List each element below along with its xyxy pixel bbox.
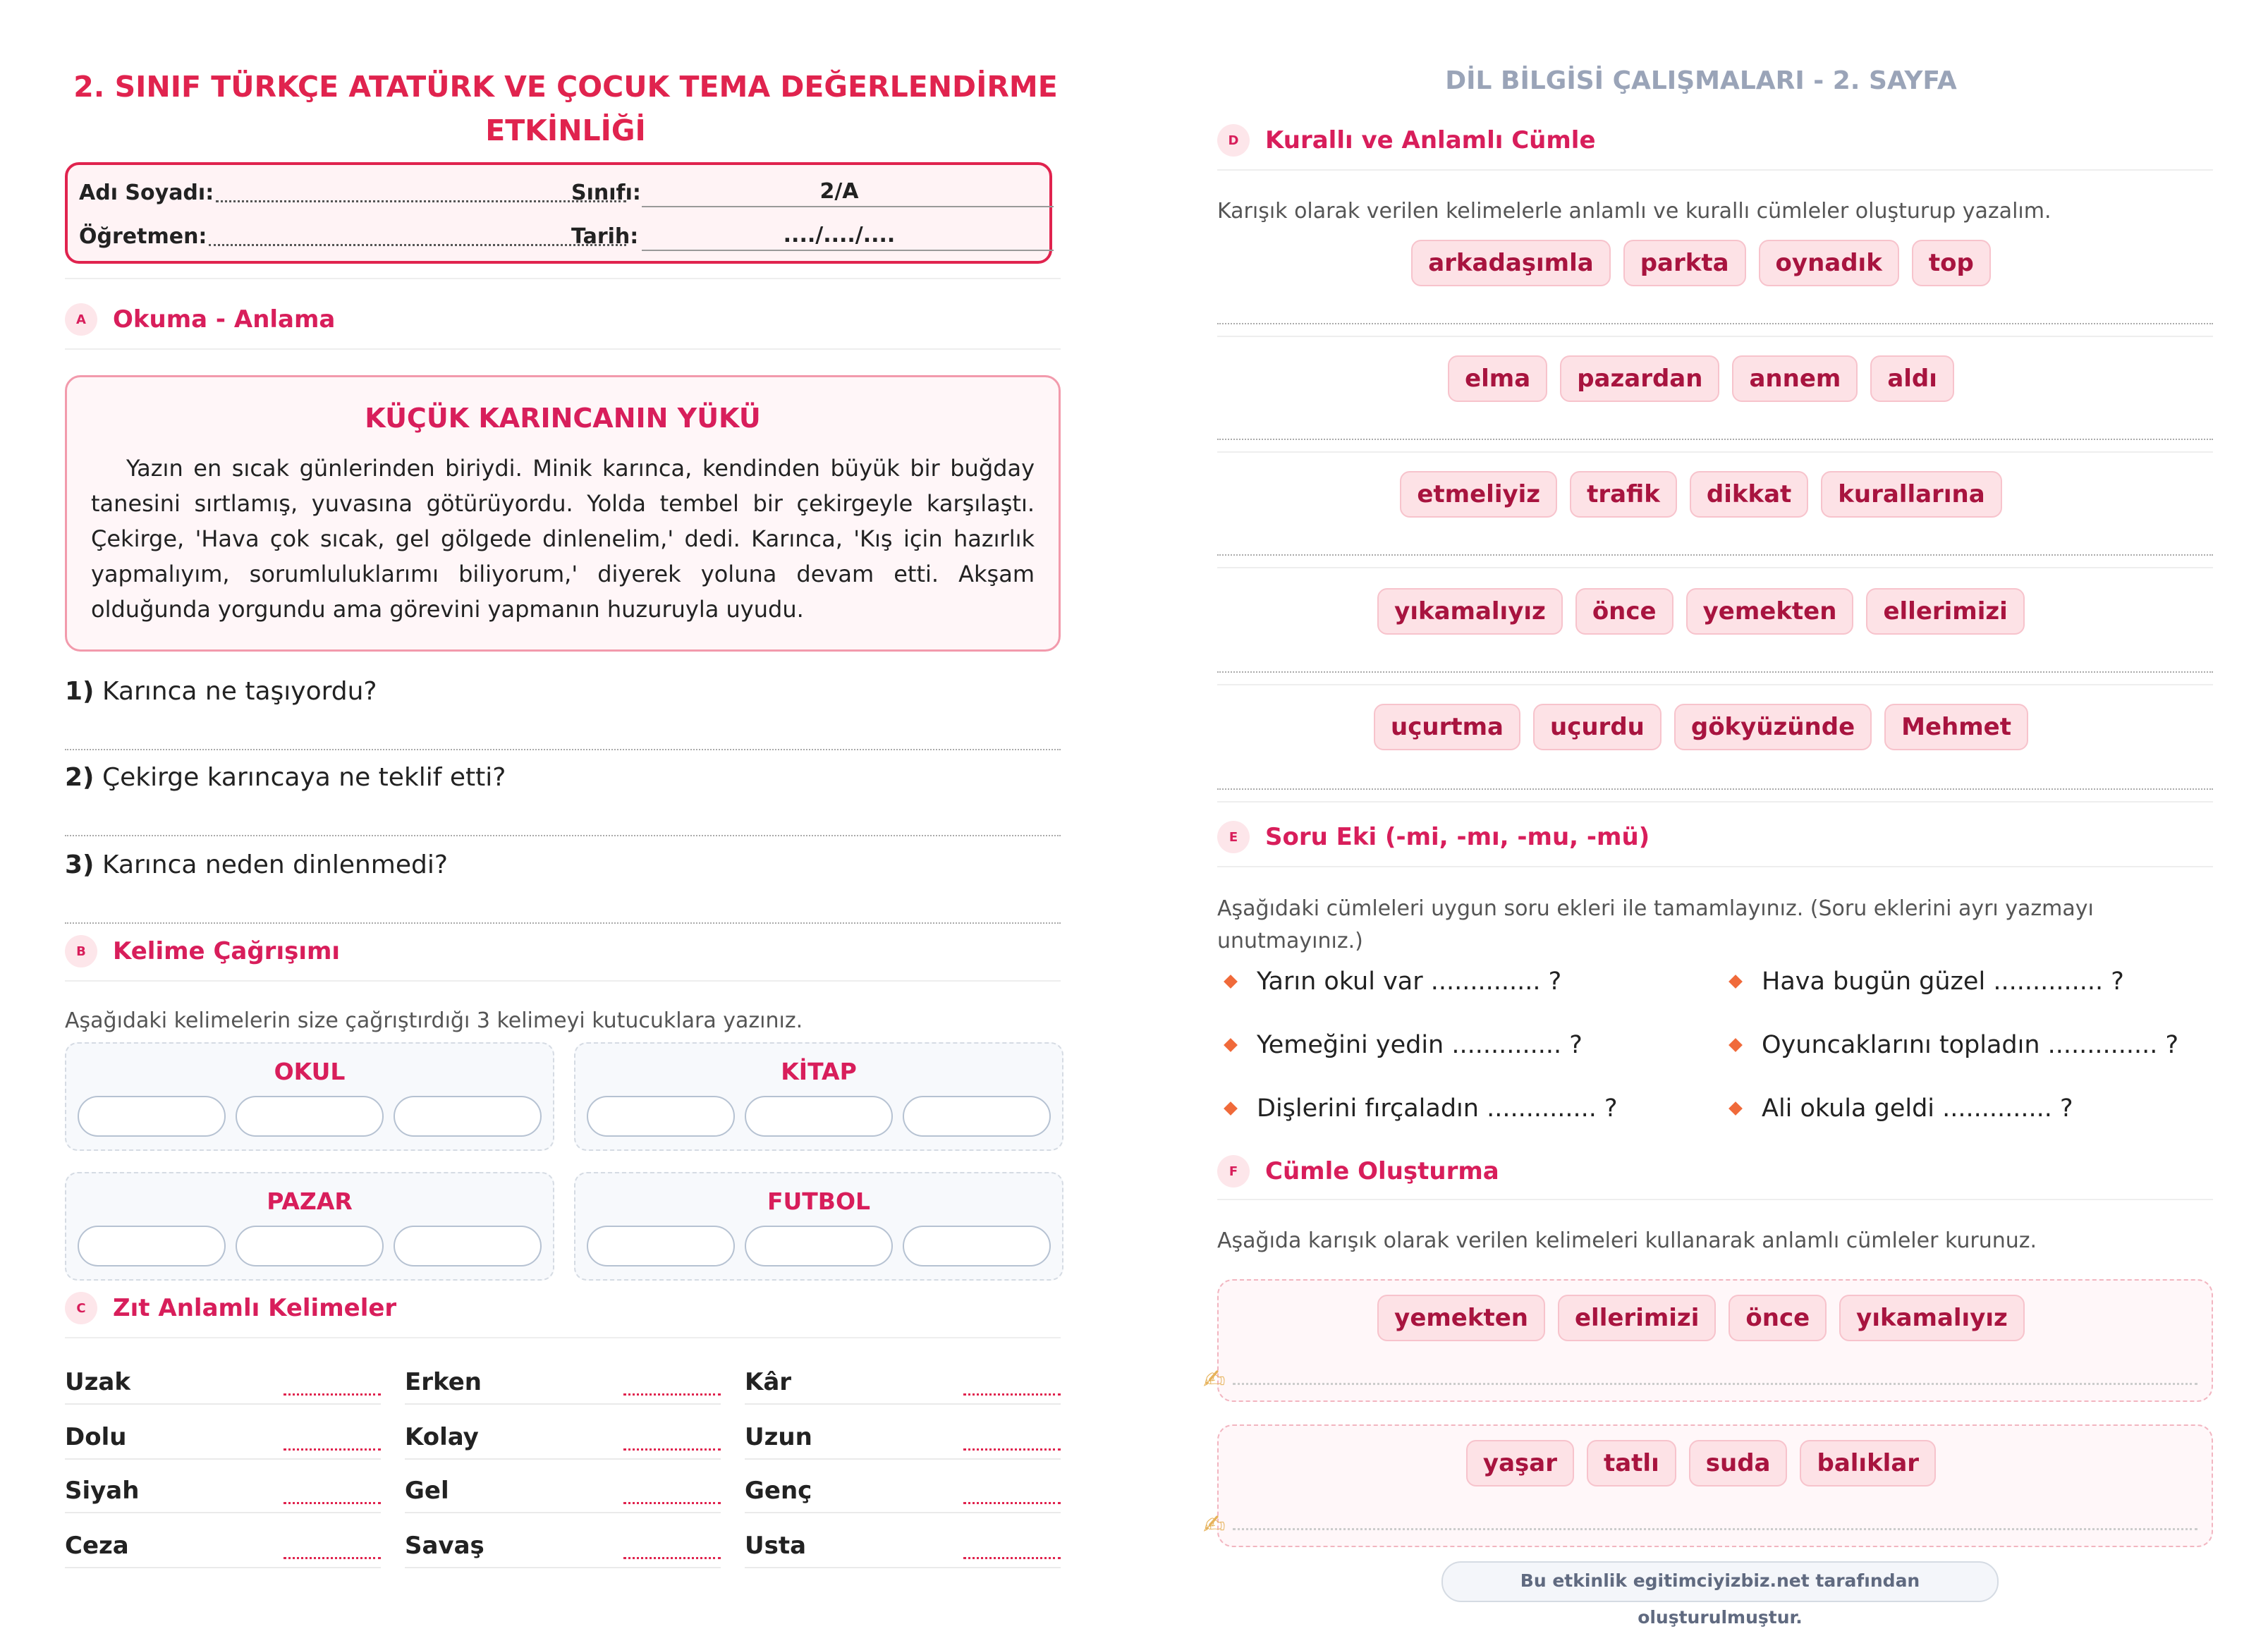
antonym-word: Kâr (745, 1368, 792, 1396)
word-slot[interactable] (903, 1226, 1051, 1266)
divider (1217, 567, 2213, 568)
word-chip: trafik (1570, 471, 1677, 518)
chip-row (1134, 1295, 2268, 1341)
word-chip: yemekten (1377, 1295, 1545, 1341)
word-chip: kurallarına (1821, 471, 2001, 518)
antonym-answer[interactable] (623, 1448, 721, 1451)
section-title: Soru Eki (-mi, -mı, -mu, -mü) (1265, 823, 1650, 851)
antonym-answer[interactable] (284, 1393, 381, 1396)
antonym-word: Ceza (65, 1532, 129, 1560)
pencil-icon: ✍ (1203, 1364, 1226, 1395)
section-e-instruction: Aşağıdaki cümleleri uygun soru ekleri ile tamamlayınız. (Soru eklerini ayrı yazmayı unutmayınız.) (1217, 896, 2094, 953)
section-d-header (1217, 124, 1596, 157)
word-chip: tatlı (1587, 1440, 1676, 1487)
section-title: Okuma - Anlama (113, 305, 336, 334)
antonym-answer[interactable] (963, 1393, 1061, 1396)
word-chip: önce (1729, 1295, 1827, 1341)
word-box-okul (65, 1042, 554, 1151)
section-badge: E (1217, 821, 1250, 853)
date-field[interactable] (642, 250, 1054, 251)
word-slot[interactable] (236, 1096, 384, 1137)
word-slot[interactable] (394, 1226, 542, 1266)
answer-line[interactable] (1217, 788, 2213, 790)
left-page (0, 0, 1134, 1625)
answer-line[interactable] (1217, 554, 2213, 556)
word-chip: pazardan (1560, 355, 1719, 402)
bullet-icon (1729, 1101, 1743, 1116)
word-title: PAZAR (267, 1188, 353, 1215)
row-line (405, 1567, 721, 1568)
word-box-futbol (574, 1172, 1063, 1281)
name-field[interactable] (216, 200, 626, 202)
name-label: Adı Soyadı: (79, 181, 214, 205)
story-title: KÜÇÜK KARINCANIN YÜKÜ (365, 403, 761, 434)
word-chip: balıklar (1800, 1440, 1936, 1487)
divider (1217, 801, 2213, 802)
section-e-header (1217, 821, 1650, 853)
section-f-header (1217, 1155, 1499, 1188)
teacher-field[interactable] (209, 244, 626, 246)
answer-line[interactable] (1233, 1383, 2197, 1385)
answer-line[interactable] (1233, 1528, 2197, 1530)
word-chip: top (1912, 240, 1991, 286)
row-line (65, 1403, 381, 1405)
story-text: Yazın en sıcak günlerinden biriydi. Minik karınca, kendinden büyük bir buğday tanesini sırtlamış, yuvasına götürüyordu. Yolda tembel bir çekirgeyle karşılaştı. Çekirge, 'Hava çok sıcak, gel gölgede dinlenelim,' dedi. Karınca, 'Kış için hazırlık yapmalıyım, sorumluluklarımı biliyorum,' diyerek yoluna devam etti. Akşam olduğunda yorgundu ama görevini yapmanın huzuruyla uyudu. (91, 455, 1035, 623)
row-line (65, 1512, 381, 1513)
word-chip: oynadık (1759, 240, 1899, 286)
class-label: Sınıfı: (571, 181, 641, 205)
section-b-header (65, 935, 340, 967)
section-badge: A (65, 303, 97, 336)
word-chip: gökyüzünde (1674, 704, 1872, 750)
word-slot[interactable] (903, 1096, 1051, 1137)
word-chip: ellerimizi (1866, 588, 2024, 635)
row-line (65, 1567, 381, 1568)
date-label: Tarih: (571, 224, 639, 249)
bullet-icon (1729, 975, 1743, 989)
word-slot[interactable] (745, 1226, 893, 1266)
antonym-word: Uzak (65, 1368, 130, 1396)
word-chip: annem (1732, 355, 1858, 402)
date-value: ..../..../.... (783, 223, 896, 248)
antonym-answer[interactable] (963, 1557, 1061, 1559)
antonym-answer[interactable] (623, 1393, 721, 1396)
word-chip: parkta (1623, 240, 1746, 286)
word-chip: elma (1448, 355, 1547, 402)
pencil-icon: ✍ (1203, 1509, 1226, 1540)
answer-line[interactable] (65, 835, 1061, 836)
antonym-answer[interactable] (623, 1502, 721, 1504)
divider (65, 1337, 1061, 1338)
divider (1217, 1199, 2213, 1200)
chip-row (1134, 355, 2268, 402)
section-badge: C (65, 1292, 97, 1324)
chip-row (1134, 588, 2268, 635)
word-chip: yıkamalıyız (1377, 588, 1563, 635)
question-2: 2) Çekirge karıncaya ne teklif etti? (65, 763, 506, 792)
teacher-label: Öğretmen: (79, 224, 207, 249)
row-line (65, 1458, 381, 1460)
question-3: 3) Karınca neden dinlenmedi? (65, 850, 448, 879)
question-sentence: Hava bugün güzel .............. ? (1722, 967, 2124, 996)
divider (1217, 866, 2213, 867)
chip-row (1134, 704, 2268, 750)
bullet-icon (1224, 1038, 1238, 1052)
word-chip: yemekten (1686, 588, 1854, 635)
antonym-word: Kolay (405, 1423, 479, 1451)
question-sentence: Oyuncaklarını topladın .............. ? (1722, 1031, 2178, 1059)
divider (1217, 684, 2213, 685)
class-value: 2/A (819, 179, 859, 204)
row-line (405, 1403, 721, 1405)
antonym-answer[interactable] (284, 1557, 381, 1559)
word-chip: önce (1575, 588, 1673, 635)
antonym-answer[interactable] (623, 1557, 721, 1559)
section-title: Kurallı ve Anlamlı Cümle (1265, 126, 1596, 154)
question-sentence: Yarın okul var .............. ? (1217, 967, 1561, 996)
row-line (405, 1512, 721, 1513)
word-chip: yaşar (1466, 1440, 1574, 1487)
antonym-word: Siyah (65, 1477, 140, 1505)
word-chip: ellerimizi (1558, 1295, 1716, 1341)
antonym-word: Gel (405, 1477, 449, 1505)
word-slot[interactable] (78, 1226, 226, 1266)
worksheet-title: 2. SINIF TÜRKÇE ATATÜRK VE ÇOCUK TEMA DEĞERLENDİRME ETKİNLİĞİ (73, 70, 1058, 147)
word-chip: suda (1689, 1440, 1788, 1487)
antonym-word: Genç (745, 1477, 812, 1505)
student-info-box (65, 162, 1052, 264)
antonym-word: Dolu (65, 1423, 127, 1451)
bullet-icon (1729, 1038, 1743, 1052)
bullet-icon (1224, 1101, 1238, 1116)
section-d-instruction: Karışık olarak verilen kelimelerle anlamlı ve kurallı cümleler oluşturup yazalım. (1217, 199, 2051, 224)
antonym-answer[interactable] (963, 1448, 1061, 1451)
section-title: Cümle Oluşturma (1265, 1157, 1499, 1185)
word-slot[interactable] (745, 1096, 893, 1137)
word-chip: etmeliyiz (1400, 471, 1557, 518)
antonym-answer[interactable] (963, 1502, 1061, 1504)
word-title: KİTAP (781, 1058, 857, 1085)
word-chip: uçurdu (1533, 704, 1662, 750)
word-title: OKUL (274, 1058, 346, 1085)
divider (65, 278, 1061, 279)
row-line (745, 1567, 1061, 1568)
answer-line[interactable] (65, 922, 1061, 924)
question-sentence: Dişlerini fırçaladın .............. ? (1217, 1094, 1618, 1123)
chip-row (1134, 471, 2268, 518)
answer-line[interactable] (65, 749, 1061, 750)
word-slot[interactable] (78, 1096, 226, 1137)
word-slot[interactable] (236, 1226, 384, 1266)
antonym-word: Erken (405, 1368, 482, 1396)
antonym-answer[interactable] (284, 1448, 381, 1451)
word-box-kitap (574, 1042, 1063, 1151)
word-box-pazar (65, 1172, 554, 1281)
story-box (65, 375, 1061, 652)
chip-row (1134, 240, 2268, 286)
section-b-instruction: Aşağıdaki kelimelerin size çağrıştırdığı 3 kelimeyi kutucuklara yazınız. (65, 1008, 803, 1033)
section-title: Kelime Çağrışımı (113, 937, 341, 965)
divider (1217, 336, 2213, 337)
question-sentence: Ali okula geldi .............. ? (1722, 1094, 2073, 1123)
word-title: FUTBOL (767, 1188, 871, 1215)
chip-row (1134, 1440, 2268, 1487)
divider (65, 980, 1061, 982)
word-chip: aldı (1870, 355, 1954, 402)
section-f-instruction: Aşağıda karışık olarak verilen kelimeleri kullanarak anlamlı cümleler kurunuz. (1217, 1228, 2037, 1253)
answer-line[interactable] (1217, 323, 2213, 324)
answer-line[interactable] (1217, 671, 2213, 673)
antonym-answer[interactable] (284, 1502, 381, 1504)
word-slot[interactable] (587, 1226, 735, 1266)
question-sentence: Yemeğini yedin .............. ? (1217, 1031, 1583, 1059)
word-chip: Mehmet (1884, 704, 2028, 750)
right-page (1134, 0, 2268, 1628)
section-c-header (65, 1292, 396, 1324)
word-chip: yıkamalıyız (1839, 1295, 2025, 1341)
antonym-word: Savaş (405, 1532, 484, 1560)
row-line (745, 1512, 1061, 1513)
word-slot[interactable] (587, 1096, 735, 1137)
divider (1217, 169, 2213, 171)
bullet-icon (1224, 975, 1238, 989)
section-a-header (65, 303, 335, 336)
row-line (745, 1458, 1061, 1460)
row-line (405, 1458, 721, 1460)
row-line (745, 1403, 1061, 1405)
section-title: Zıt Anlamlı Kelimeler (113, 1294, 397, 1322)
page-title: DİL BİLGİSİ ÇALIŞMALARI - 2. SAYFA (1445, 66, 1957, 95)
word-chip: uçurtma (1374, 704, 1520, 750)
class-field[interactable] (642, 206, 1054, 207)
section-badge: B (65, 935, 97, 967)
antonym-word: Usta (745, 1532, 807, 1560)
question-1: 1) Karınca ne taşıyordu? (65, 677, 377, 706)
divider (65, 348, 1061, 350)
divider (1217, 451, 2213, 453)
section-badge: F (1217, 1155, 1250, 1188)
word-chip: arkadaşımla (1411, 240, 1610, 286)
word-chip: dikkat (1690, 471, 1808, 518)
answer-line[interactable] (1217, 439, 2213, 440)
antonym-word: Uzun (745, 1423, 812, 1451)
word-slot[interactable] (394, 1096, 542, 1137)
footer-credit: Bu etkinlik egitimciyizbiz.net tarafından oluşturulmuştur. (1441, 1561, 1999, 1602)
section-badge: D (1217, 124, 1250, 157)
